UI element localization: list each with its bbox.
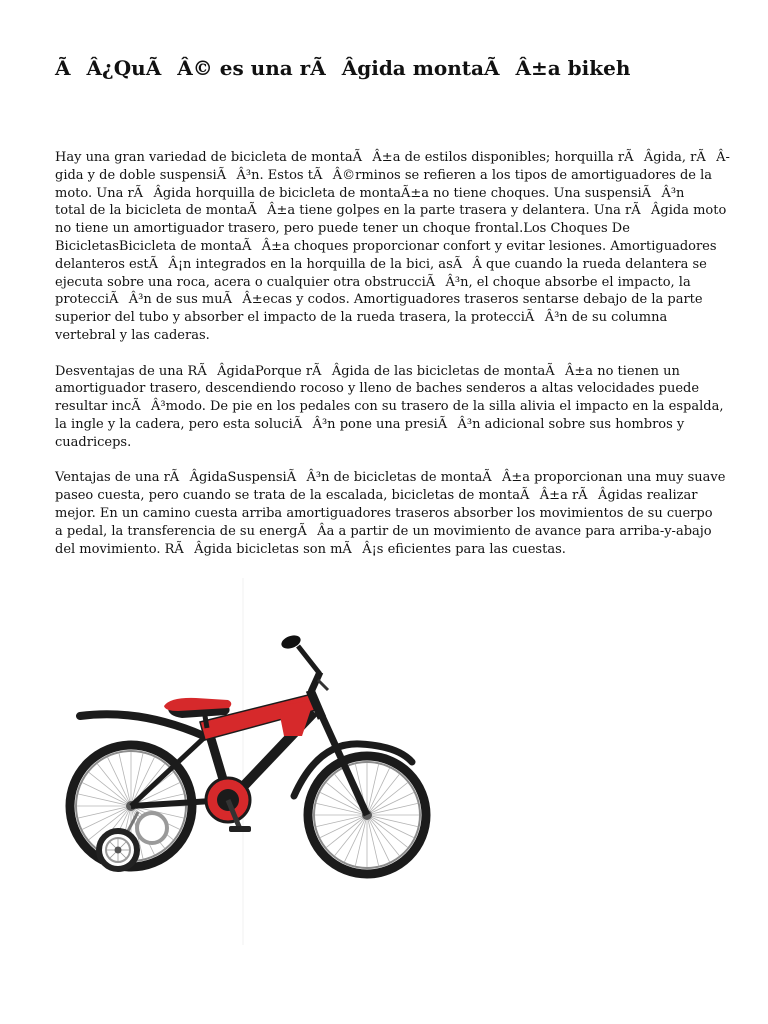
bicycle-image: [40, 570, 460, 950]
text-line: mejor. En un camino cuesta arriba amortiguadores traseros absorber los movimientos de su cuerpo: [55, 505, 713, 521]
brake-lever: [318, 680, 328, 690]
text-line: Hay una gran variedad de bicicleta de montaÃÂ±a de estilos disponibles; horquilla rÃÂgida, rÃÂ-: [55, 150, 730, 165]
text-line: moto. Una rÃÂgida horquilla de bicicleta de montaÃ±a no tiene choques. Una suspensiÃÂ³n: [55, 185, 685, 201]
paragraph-disadvantages: [55, 363, 755, 452]
spoke: [367, 815, 414, 838]
text-line: amortiguador trasero, descendiendo rocoso y lleno de baches senderos a altas velocidades puede: [55, 381, 700, 397]
text-line: total de la bicicleta de montaÃÂ±a tiene golpes en la parte trasera y delantera. Una rÃÂgida moto: [55, 203, 727, 219]
text-line: vertebral y las caderas.: [55, 327, 210, 343]
article-body: [55, 149, 755, 576]
text-line: Desventajas de una RÃÂgidaPorque rÃÂgida de las bicicletas de montaÃÂ±a no tienen un: [55, 363, 680, 379]
spoke: [367, 768, 390, 815]
spoke: [344, 815, 367, 862]
training-hub: [115, 847, 122, 854]
text-line: resultar incÃÂ³modo. De pie en los pedales con su trasero de la silla alivia el impacto en la espalda,: [55, 399, 724, 415]
paragraph-advantages: [55, 469, 755, 558]
text-line: gida y de doble suspensiÃÂ³n. Estos tÃÂ©rminos se refieren a los tipos de amortiguadores de la: [55, 167, 713, 183]
training-wheel-back: [137, 813, 167, 843]
spoke: [367, 792, 414, 815]
text-line: cuadriceps.: [55, 434, 132, 450]
spoke: [367, 815, 390, 862]
text-line: protecciÃÂ³n de sus muÃÂ±ecas y codos. Amortiguadores traseros sentarse debajo de la parte: [55, 292, 703, 308]
text-line: BicicletasBicicleta de montaÃÂ±a choques proporcionar confort y evitar lesiones. Amortiguadores: [55, 238, 717, 254]
text-line: no tiene un amortiguador trasero, pero puede tener un choque frontal.Los Choques De: [55, 221, 630, 237]
paragraph-intro: [55, 149, 755, 345]
text-line: Ventajas de una rÃÂgidaSuspensiÃÂ³n de bicicletas de montaÃÂ±a proporcionan una muy suave: [55, 470, 726, 486]
page-title: ÃÂ¿QuÃÂ© es una rÃÂgida montaÃÂ±a bikeh: [55, 56, 631, 80]
training-tire-back: [137, 813, 167, 843]
text-line: ejecuta sobre una roca, acera o cualquier otra obstrucciÃÂ³n, el choque absorbe el impacto, la: [55, 274, 691, 290]
spoke: [320, 815, 367, 838]
pedal: [229, 826, 251, 832]
text-line: delanteros estÃÂ¡n integrados en la horquilla de la bici, asÃÂ que cuando la rueda delantera se: [55, 256, 707, 272]
text-line: la ingle y la cadera, pero esta soluciÃÂ³n pone una presiÃÂ³n adicional sobre sus hombros y: [55, 416, 685, 432]
text-line: a pedal, la transferencia de su energÃÂa a partir de un movimiento de avance para arriba-y-abajo: [55, 523, 712, 539]
text-line: superior del tubo y absorber el impacto de la rueda trasera, la protecciÃÂ³n de su columna: [55, 310, 668, 326]
handlebar: [298, 646, 320, 674]
text-line: paseo cuesta, pero cuando se trata de la escalada, bicicletas de montaÃÂ±a rÃÂgidas realizar: [55, 488, 698, 504]
text-line: del movimiento. RÃÂgida bicicletas son mÃÂ¡s eficientes para las cuestas.: [55, 541, 566, 557]
